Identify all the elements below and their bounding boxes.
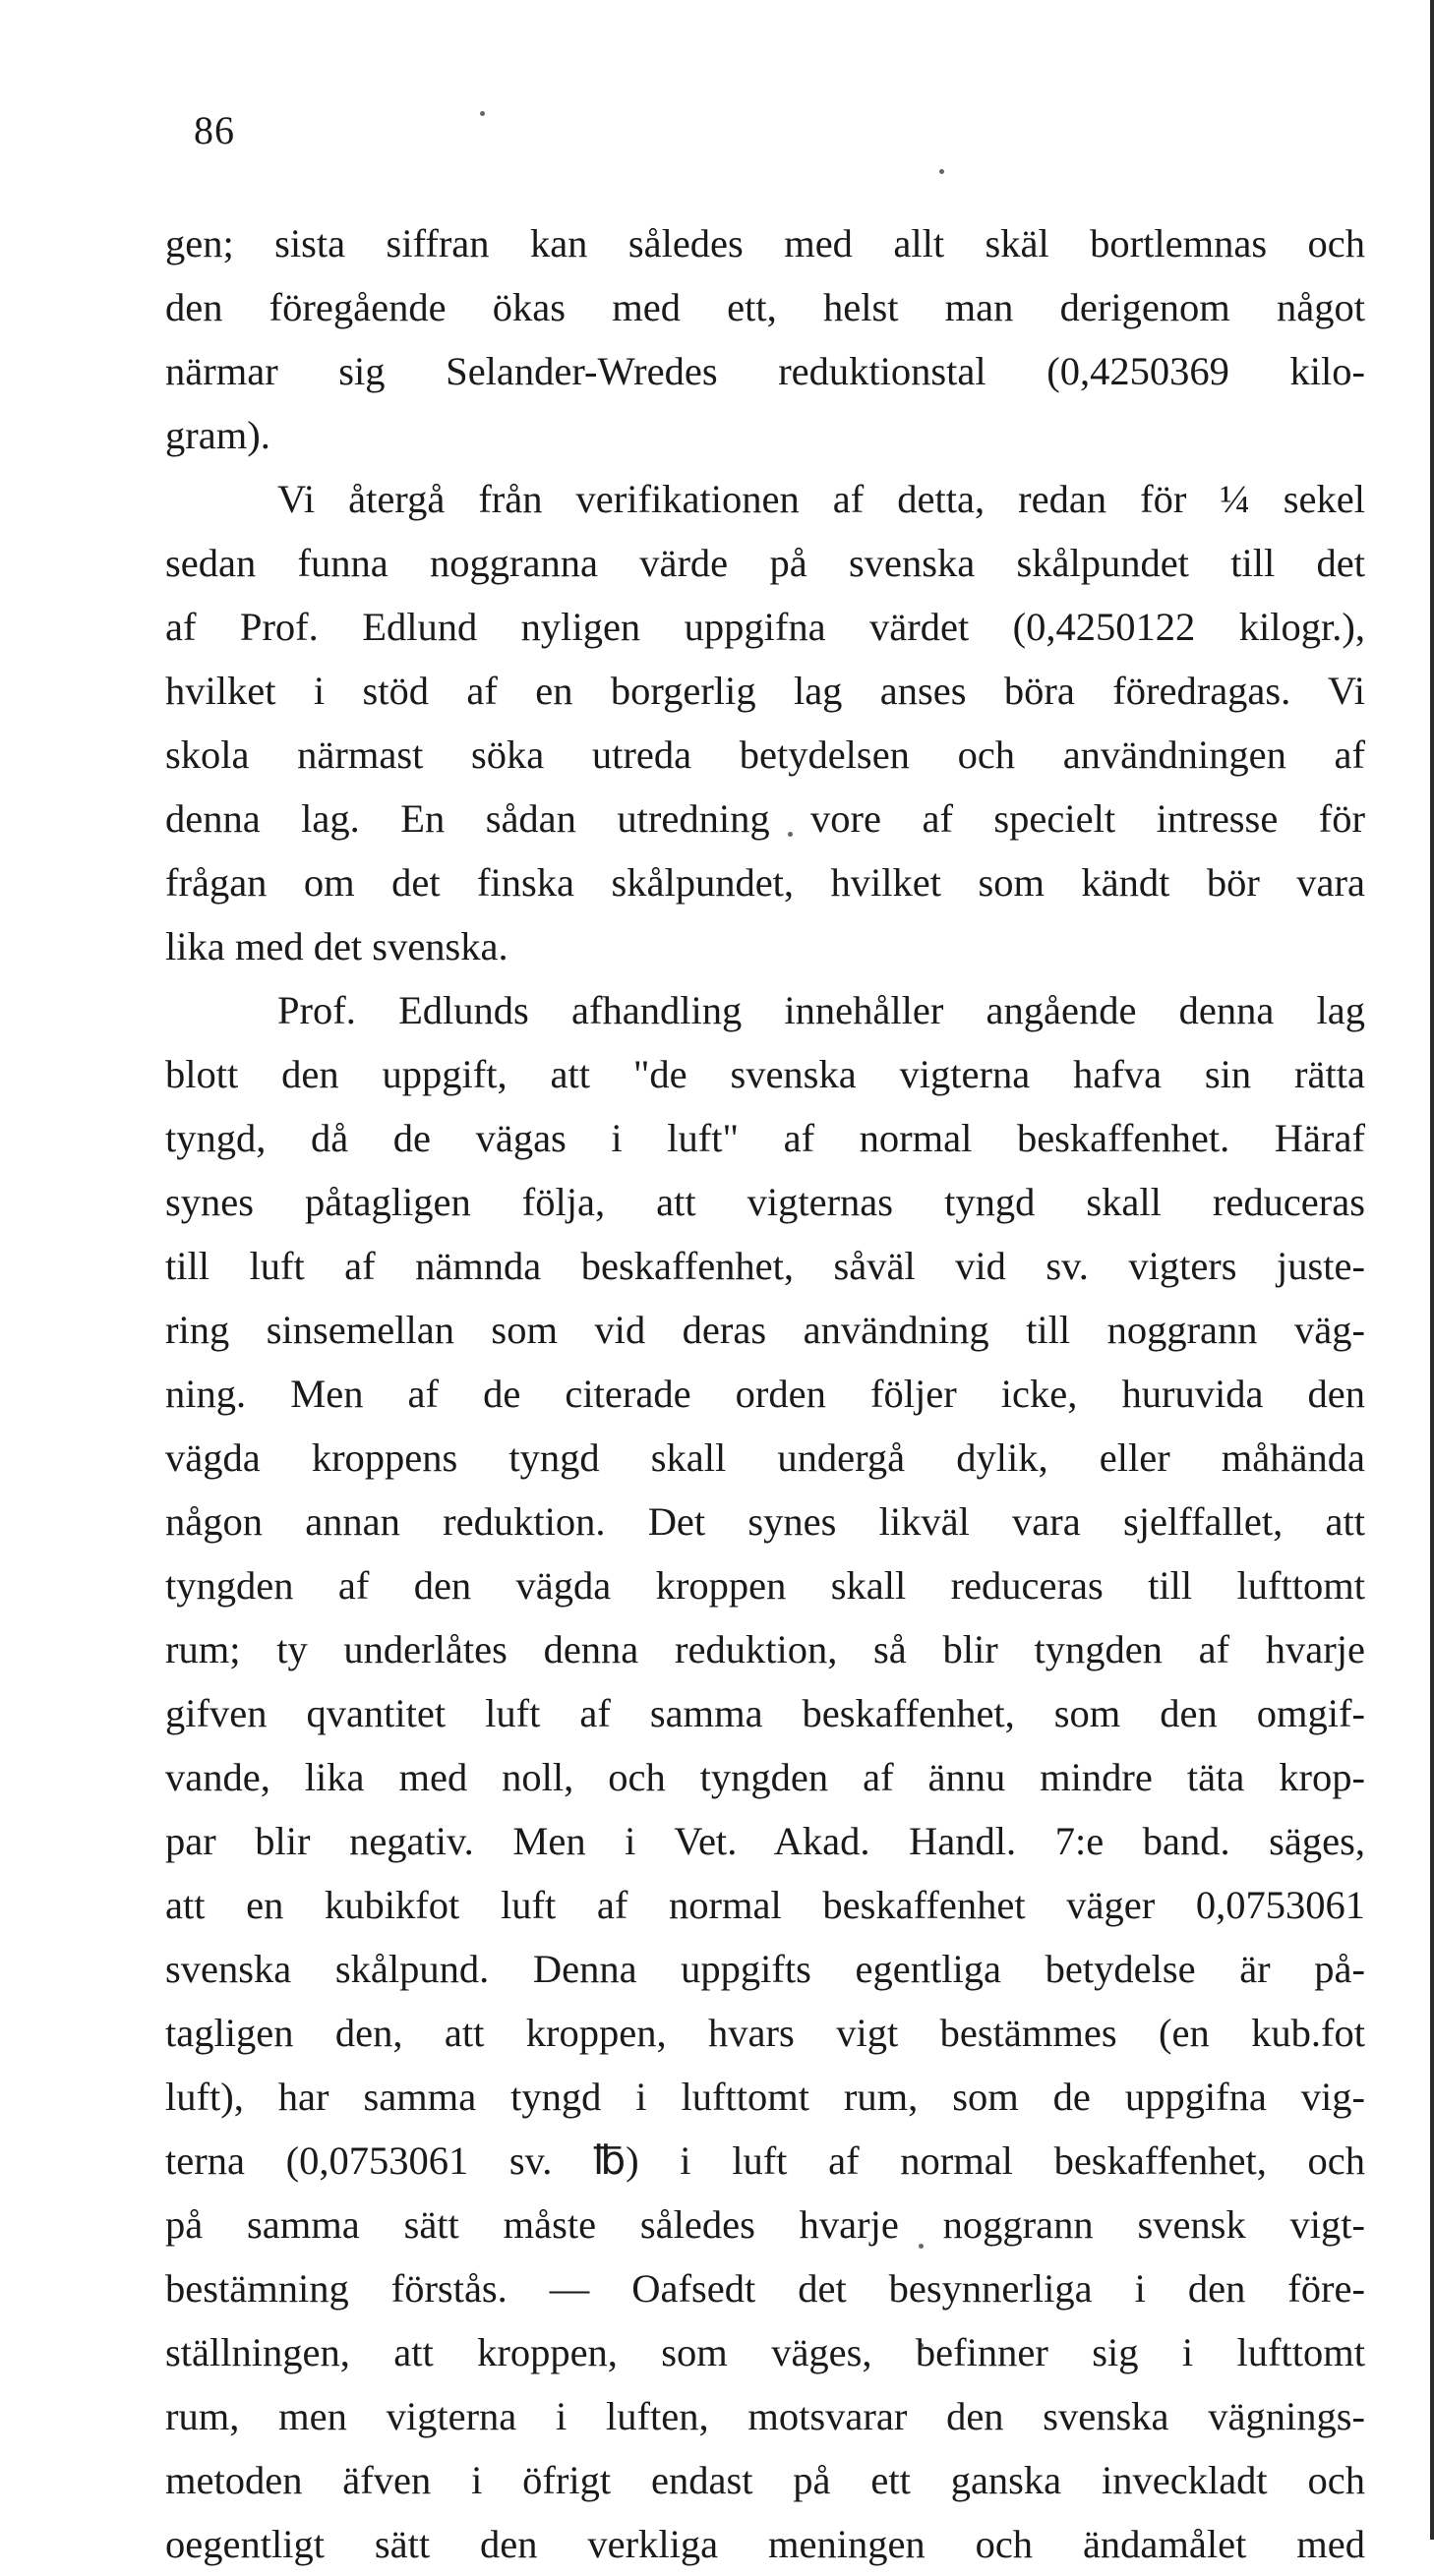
text-line: blott den uppgift, att "de svenska vigterna hafva sin rätta	[165, 1052, 1365, 1096]
text-line: till luft af nämnda beskaffenhet, såväl vid sv. vigters juste-	[165, 1244, 1365, 1288]
text-line: den föregående ökas med ett, helst man derigenom något	[165, 285, 1365, 329]
text-line: gram).	[165, 413, 270, 457]
body-text	[165, 211, 1365, 2576]
text-line: vande, lika med noll, och tyngden af ännu mindre täta krop-	[165, 1755, 1365, 1799]
text-line: luft), har samma tyngd i lufttomt rum, som de uppgifna vig-	[165, 2075, 1365, 2119]
text-line: ning. Men af de citerade orden följer icke, huruvida den	[165, 1372, 1365, 1416]
text-line: metoden äfven i öfrigt endast på ett ganska inveckladt och	[165, 2458, 1365, 2502]
text-line: tyngden af den vägda kroppen skall reduceras till lufttomt	[165, 1563, 1365, 1608]
text-line: sedan funna noggranna värde på svenska skålpundet till det	[165, 541, 1365, 585]
text-line: ring sinsemellan som vid deras användning till noggrann väg-	[165, 1308, 1365, 1352]
text-line: tagligen den, att kroppen, hvars vigt bestämmes (en kub.fot	[165, 2011, 1365, 2055]
page-edge	[1430, 0, 1434, 2540]
text-line: par blir negativ. Men i Vet. Akad. Handl. 7:e band. säges,	[165, 1819, 1365, 1863]
text-line: Vi återgå från verifikationen af detta, redan för ¼ sekel	[277, 477, 1365, 521]
text-line: bestämning förstås. — Oafsedt det besynnerliga i den före-	[165, 2266, 1365, 2311]
speck	[939, 169, 944, 174]
page-number: 86	[194, 108, 235, 152]
text-line: skola närmast söka utreda betydelsen och användningen af	[165, 732, 1365, 777]
text-line: frågan om det finska skålpundet, hvilket som kändt bör vara	[165, 860, 1365, 905]
text-line: hvilket i stöd af en borgerlig lag anses böra föredragas. Vi	[165, 669, 1365, 713]
text-line: tyngd, då de vägas i luft" af normal beskaffenhet. Häraf	[165, 1116, 1365, 1160]
text-line: på samma sätt måste således hvarje noggrann svensk vigt-	[165, 2202, 1365, 2247]
text-line: lika med det svenska.	[165, 924, 508, 968]
text-line: rum, men vigterna i luften, motsvarar den svenska vägnings-	[165, 2394, 1365, 2438]
text-line: gen; sista siffran kan således med allt skäl bortlemnas och	[165, 221, 1365, 265]
text-line: gifven qvantitet luft af samma beskaffenhet, som den omgif-	[165, 1691, 1365, 1735]
text-line: närmar sig Selander-Wredes reduktionstal (0,4250369 kilo-	[165, 349, 1365, 393]
text-line: ställningen, att kroppen, som väges, befinner sig i lufttomt	[165, 2330, 1365, 2374]
speck	[480, 111, 485, 116]
text-line: att en kubikfot luft af normal beskaffenhet väger 0,0753061	[165, 1883, 1365, 1927]
text-line: af Prof. Edlund nyligen uppgifna värdet (0,4250122 kilogr.),	[165, 605, 1365, 649]
text-line: terna (0,0753061 sv. ℔) i luft af normal beskaffenhet, och	[165, 2138, 1365, 2183]
text-line: vägda kroppens tyngd skall undergå dylik, eller måhända	[165, 1435, 1365, 1480]
text-line: oegentligt sätt den verkliga meningen och ändamålet med	[165, 2522, 1365, 2566]
text-line: någon annan reduktion. Det synes likväl vara sjelffallet, att	[165, 1499, 1365, 1544]
text-line: Prof. Edlunds afhandling innehåller angående denna lag	[277, 988, 1365, 1032]
text-line: rum; ty underlåtes denna reduktion, så blir tyngden af hvarje	[165, 1627, 1365, 1671]
text-line: svenska skålpund. Denna uppgifts egentliga betydelse är på-	[165, 1947, 1365, 1991]
text-line: denna lag. En sådan utredning vore af specielt intresse för	[165, 796, 1365, 841]
text-line: synes påtagligen följa, att vigternas tyngd skall reduceras	[165, 1180, 1365, 1224]
